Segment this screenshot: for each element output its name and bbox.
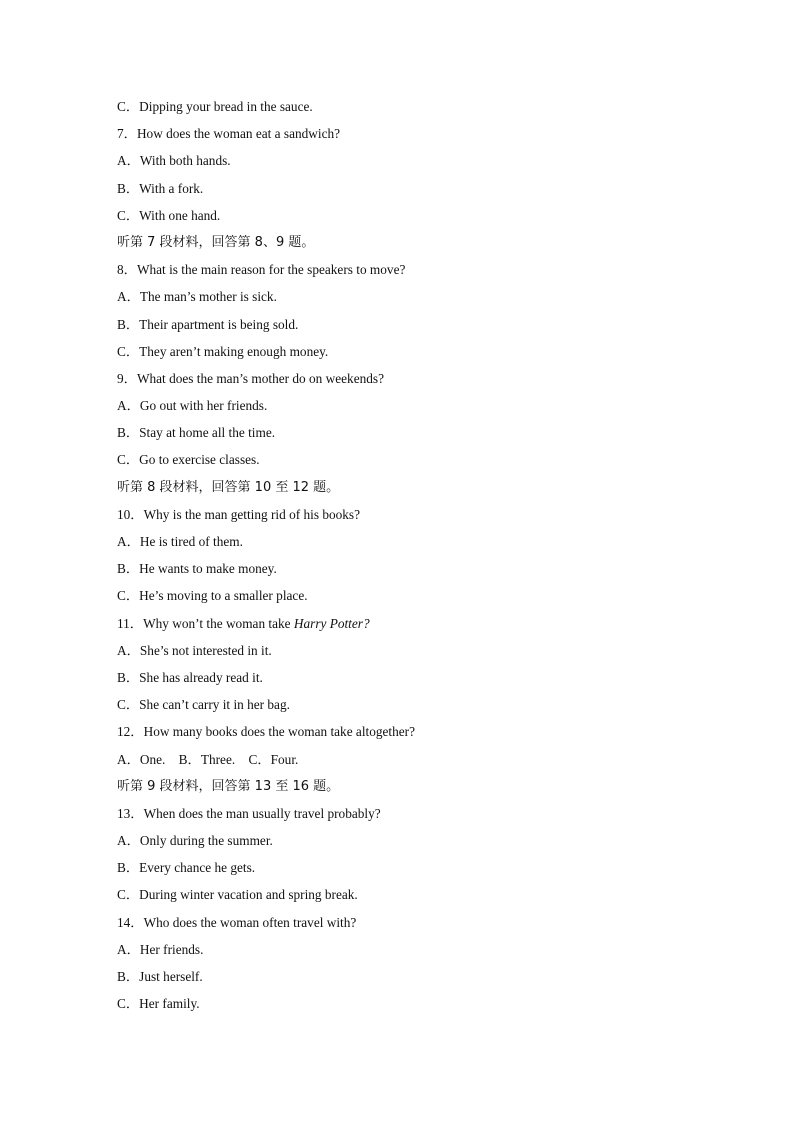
option-a-line: A．Go out with her friends. — [117, 398, 268, 414]
option-c-line: C．They aren’t making enough money. — [117, 343, 329, 359]
option-b-line: B．She has already read it. — [117, 669, 263, 685]
section-instruction: 听第 9 段材料，回答第 13 至 16 题。 — [117, 778, 340, 794]
option-a-line: A．Her friends. — [117, 941, 204, 957]
option-a-line: A．With both hands. — [117, 153, 231, 169]
option-c-line: C．Go to exercise classes. — [117, 452, 260, 468]
option-c-line: C．With one hand. — [117, 207, 221, 223]
question-11 — [117, 610, 737, 637]
question-8: 8．What is the main reason for the speakers to move? — [117, 262, 406, 278]
option-b-line: B．Their apartment is being sold. — [117, 316, 299, 332]
section-instruction: 听第 8 段材料，回答第 10 至 12 题。 — [117, 479, 340, 495]
option-c-line: C．He’s moving to a smaller place. — [117, 588, 308, 604]
option-a-line: A．Only during the summer. — [117, 833, 273, 849]
options-line: A．One. B．Three. C．Four. — [117, 751, 299, 767]
question-13: 13．When does the man usually travel probably? — [117, 805, 381, 821]
option-c-line: C．Her family. — [117, 996, 200, 1012]
option-b-line: B．With a fork. — [117, 180, 204, 196]
option-c-line: C．She can’t carry it in her bag. — [117, 697, 290, 713]
section-instruction: 听第 7 段材料，回答第 8、9 题。 — [117, 234, 315, 250]
book-title: Harry Potter? — [293, 615, 370, 631]
question-7: 7．How does the woman eat a sandwich? — [117, 126, 341, 142]
option-b-line: B．Just herself. — [117, 969, 203, 984]
question-12: 12．How many books does the woman take altogether? — [117, 724, 415, 740]
option-c-line: C．During winter vacation and spring break. — [117, 887, 358, 903]
question-10: 10．Why is the man getting rid of his books? — [117, 506, 361, 522]
option-c-line: C．Dipping your bread in the sauce. — [117, 99, 313, 114]
option-a-line: A．The man’s mother is sick. — [117, 289, 277, 305]
option-a-line: A．She’s not interested in it. — [117, 642, 272, 658]
option-b-line: B．He wants to make money. — [117, 561, 277, 577]
question-list — [117, 93, 737, 1017]
question-9: 9．What does the man’s mother do on weekends? — [117, 370, 384, 386]
question-11-text: 11．Why won’t the woman take — [117, 615, 294, 631]
option-a-line: A．He is tired of them. — [117, 534, 243, 549]
option-b-line: B．Stay at home all the time. — [117, 425, 276, 441]
question-14: 14．Who does the woman often travel with? — [117, 914, 357, 930]
option-b-line: B．Every chance he gets. — [117, 860, 256, 876]
